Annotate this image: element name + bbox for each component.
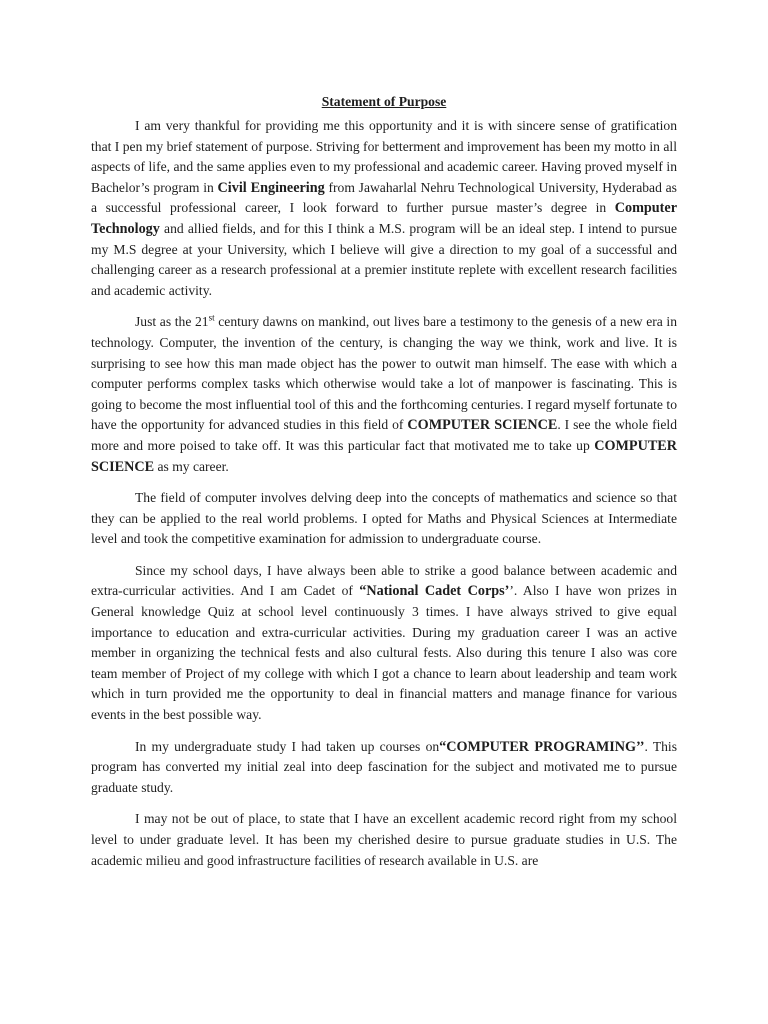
p5-text-2: . This program has converted my initial zeal into deep fascination for the subject and motivated me to pursue graduate study. xyxy=(91,738,677,795)
p1-text-3: and allied fields, and for this I think a M.S. program will be an ideal step. I intend to pursue my M.S degree at your University, which I believe will give a direction to my goal of a successful and challenging career as a research professional at a premier institute replete with excellent research facilities and academic activity. xyxy=(91,220,677,298)
p1-text-2: from Jawaharlal Nehru Technological University, Hyderabad as a successful professional career, I look forward to further pursue master’s degree in xyxy=(91,179,677,216)
p2-superscript: st xyxy=(208,312,215,323)
p2-bold-computer-science-2: COMPUTER SCIENCE xyxy=(91,437,677,475)
p2-text-4: as my career. xyxy=(154,458,229,474)
p4-text-1: Since my school days, I have always been able to strike a good balance between academic and extra-curricular activities. And I am Cadet of xyxy=(91,562,677,599)
p4-text-2: ’. Also I have won prizes in General knowledge Quiz at school level continuously 3 times. I have always strived to give equal importance to education and extra-curricular activities. During my graduation career I was an active member in organizing the technical fests and also cultural fests. Also during this tenure I also was core team member of Project of my college with which I got a chance to learn about leadership and team work which in turn provided me the opportunity to deal in financial matters and manage finance for various events in the best possible way. xyxy=(91,583,677,723)
p1-bold-computer-technology: Computer Technology xyxy=(91,200,677,237)
p2-text-3: . I see the whole field more and more poised to take off. It was this particular fact that motivated me to take up xyxy=(91,417,678,453)
p4-bold-ncc: “National Cadet Corps’ xyxy=(359,583,510,600)
document-page xyxy=(91,92,677,882)
p1-bold-civil-engineering: Civil Engineering xyxy=(217,179,325,196)
paragraph-3: The field of computer involves delving deep into the concepts of mathematics and science so that they can be applied to the real world problems. I opted for Maths and Physical Sciences at Intermediate level and took the competitive examination for admission to undergraduate course. xyxy=(91,490,677,547)
p5-bold-computer-programing: “COMPUTER PROGRAMING’’ xyxy=(439,738,645,755)
p2-text-1: Just as the 21 xyxy=(135,314,209,330)
p5-text-1: In my undergraduate study I had taken up courses on xyxy=(135,738,440,754)
p2-bold-computer-science-1: COMPUTER SCIENCE xyxy=(407,417,558,434)
paragraph-5 xyxy=(91,737,677,799)
paragraph-4 xyxy=(91,561,677,726)
p1-text-1: I am very thankful for providing me this opportunity and it is with sincere sense of gratification that I pen my brief statement of purpose. Striving for betterment and improvement has been my motto in all aspects of life, and the same applies even to my professional and academic career. Having proved myself in Bachelor’s program in xyxy=(91,118,677,195)
p2-text-2: century dawns on mankind, out lives bare a testimony to the genesis of a new era in technology. Computer, the invention of the century, is changing the way we think, work and live. It is surprising to see how this man made object has the power to outwit man himself. The ease with which a computer performs complex tasks which otherwise would take a lot of manpower is fascinating. This is going to become the most influential tool of this and the forthcoming centuries. I regard myself fortunate to have the opportunity for advanced studies in this field of xyxy=(91,314,678,433)
paragraph-1 xyxy=(91,116,677,301)
paragraph-2 xyxy=(91,312,677,477)
document-title: Statement of Purpose xyxy=(321,94,447,109)
paragraph-6: I may not be out of place, to state that I have an excellent academic record right from my school level to under graduate level. It has been my cherished desire to pursue graduate studies in U.S. The academic milieu and good infrastructure facilities of research available in U.S. are xyxy=(91,811,677,868)
